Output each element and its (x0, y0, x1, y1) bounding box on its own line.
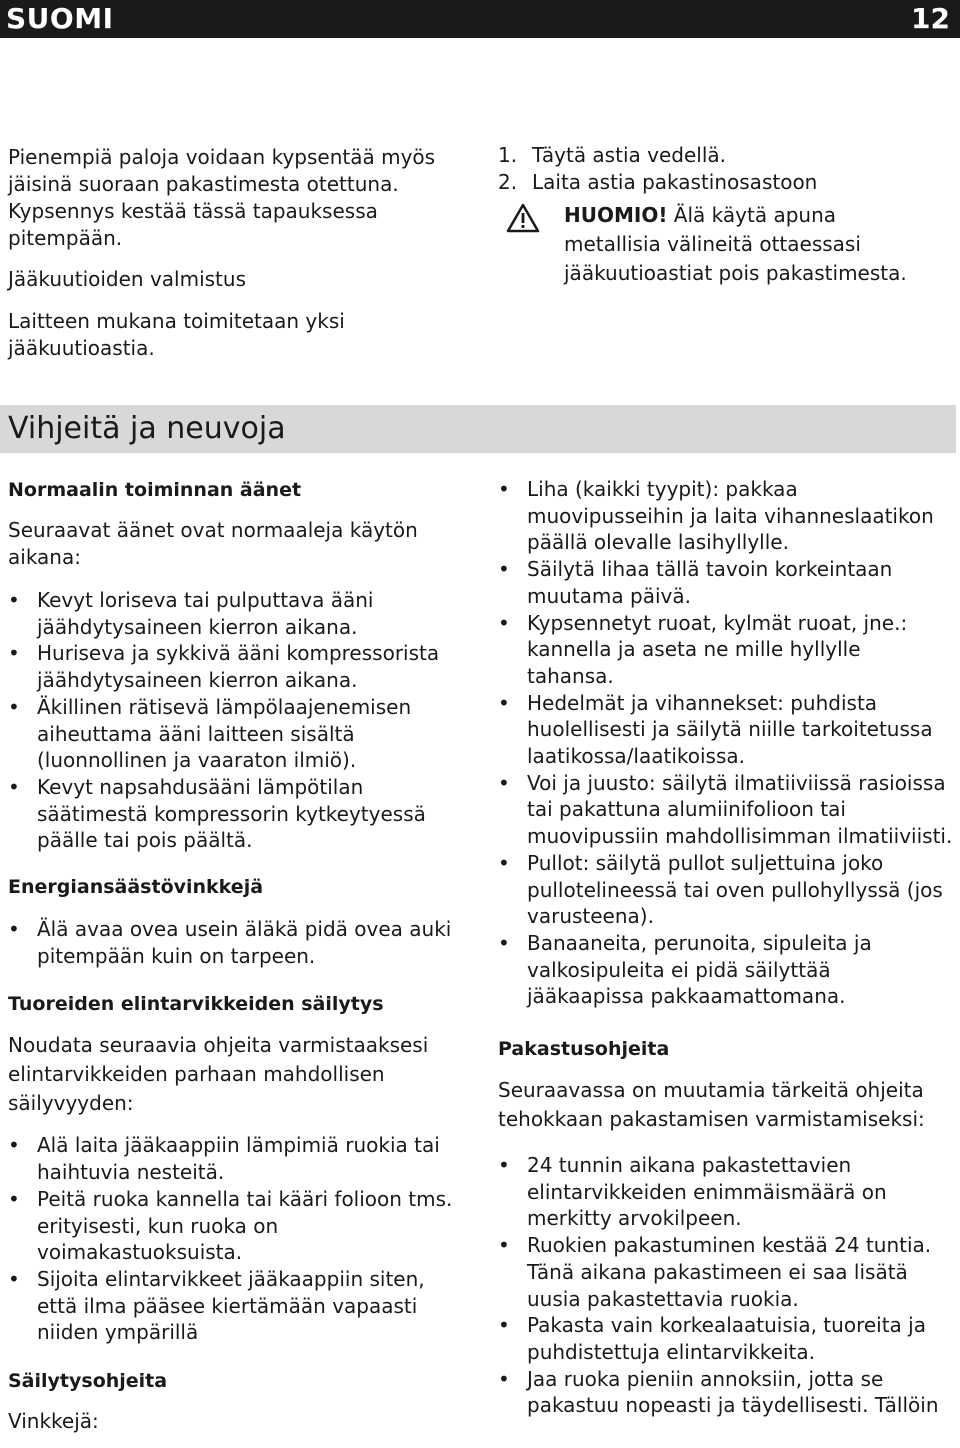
freezing-intro: Seuraavassa on muutamia tärkeitä ohjeita tehokkaan pakastamisen varmistamiseksi: (498, 1078, 925, 1132)
bullet-icon: • (8, 1266, 20, 1291)
normal-sounds-list (8, 587, 468, 854)
bullet-icon: • (8, 774, 20, 799)
list-item (8, 1186, 468, 1266)
normal-sounds-heading: Normaalin toiminnan äänet (8, 479, 302, 501)
right-column (498, 476, 953, 1419)
list-item (498, 556, 953, 609)
step-item (498, 169, 938, 196)
list-item (498, 476, 953, 556)
list-item (8, 916, 468, 969)
ice-paragraph: Laitteen mukana toimitetaan yksi jääkuutioastia. (8, 309, 345, 360)
list-item-text: Pullot: säilytä pullot suljettuina joko pullotelineessä tai oven pullohyllyssä (jos varusteena). (527, 850, 943, 929)
list-item-text: Älä avaa ovea usein äläkä pidä ovea auki pitempään kuin on tarpeen. (37, 917, 452, 968)
bullet-icon: • (498, 557, 510, 582)
list-item-text: Äkillinen rätisevä lämpölaajenemisen aiheuttama ääni laitteen sisältä (luonnollinen ja vaaraton ilmiö). (37, 694, 412, 773)
list-item-text: Pakasta vain korkealaatuisia, tuoreita ja puhdistettuja elintarvikkeita. (527, 1313, 926, 1364)
list-item-text: Kevyt napsahdusääni lämpötilan säätimestä kompressorin kytkeytyessä päälle tai pois päältä. (37, 774, 426, 853)
list-item-text: 24 tunnin aikana pakastettavien elintarvikkeiden enimmäismäärä on merkitty arvokilpeen. (527, 1153, 887, 1231)
bullet-icon: • (498, 1233, 510, 1258)
bullet-icon: • (498, 477, 510, 501)
list-item-text: Jaa ruoka pieniin annoksiin, jotta se pakastuu nopeasti ja täydellisesti. Tällöin (527, 1366, 939, 1418)
list-item (498, 690, 953, 770)
intro-paragraph: Pienempiä paloja voidaan kypsentää myös jäisinä suoraan pakastimesta otettuna. Kypsennys kestää tässä tapauksessa pitempään. (8, 145, 436, 250)
energy-heading: Energiansäästövinkkejä (8, 876, 264, 899)
fresh-food-heading: Tuoreiden elintarvikkeiden säilytys (8, 993, 384, 1016)
energy-list (8, 916, 468, 969)
list-item (498, 930, 953, 1010)
list-item-text: Hedelmät ja vihannekset: puhdista huolellisesti ja säilytä niille tarkoitetussa laatikossa/laatikoissa. (527, 690, 933, 769)
bullet-icon: • (498, 1366, 510, 1391)
intro-block (8, 144, 468, 362)
bullet-icon: • (8, 588, 20, 612)
step-text: Laita astia pakastinosastoon (532, 170, 818, 194)
section-header (0, 405, 956, 453)
list-item-text: Kevyt loriseva tai pulputtava ääni jäähdytysaineen kierron aikana. (37, 588, 374, 639)
list-item (8, 1266, 468, 1346)
ice-steps (498, 142, 938, 288)
language-label: SUOMI (6, 2, 114, 35)
storage-intro: Vinkkejä: (8, 1409, 99, 1434)
bullet-icon: • (498, 610, 510, 635)
list-item-text: Ruokien pakastuminen kestää 24 tuntia. Tänä aikana pakastimeen ei saa lisätä uusia pakastettavia ruokia. (527, 1233, 932, 1311)
bullet-icon: • (8, 917, 20, 942)
storage-list (498, 476, 953, 1010)
step-number: 2. (498, 170, 518, 194)
list-item (498, 1232, 953, 1312)
list-item-text: Huriseva ja sykkivä ääni kompressorista jäähdytysaineen kierron aikana. (37, 641, 440, 693)
section-title: Vihjeitä ja neuvoja (8, 411, 286, 446)
list-item (498, 1152, 953, 1232)
left-column (8, 477, 468, 1435)
list-item-text: Banaaneita, perunoita, sipuleita ja valkosipuleita ei pidä säilyttää jääkaapissa pakkaamattomana. (527, 930, 872, 1009)
bullet-icon: • (498, 1313, 510, 1338)
list-item (498, 610, 953, 690)
normal-sounds-intro: Seuraavat äänet ovat normaaleja käytön aikana: (8, 518, 418, 569)
bullet-icon: • (498, 1153, 510, 1178)
bullet-icon: • (8, 641, 20, 666)
warning-triangle-icon (506, 203, 540, 233)
list-item (498, 850, 953, 930)
bullet-icon: • (498, 690, 510, 715)
step-text: Täytä astia vedellä. (532, 143, 726, 167)
ice-heading: Jääkuutioiden valmistus (8, 267, 246, 291)
list-item (8, 587, 468, 640)
step-item (498, 142, 938, 169)
storage-heading: Säilytysohjeita (8, 1370, 168, 1393)
list-item-text: Voi ja juusto: säilytä ilmatiiviissä rasioissa tai pakattuna alumiinifolioon tai muovipussiin mahdollisimman ilmatiiviisti. (527, 770, 953, 849)
list-item (8, 1132, 468, 1185)
bullet-icon: • (498, 770, 510, 795)
list-item (498, 1366, 953, 1419)
fresh-food-list (8, 1132, 468, 1346)
page-number: 12 (911, 2, 950, 35)
bullet-icon: • (8, 1186, 20, 1211)
freezing-list (498, 1152, 953, 1419)
list-item (8, 694, 468, 774)
fresh-food-intro: Noudata seuraavia ohjeita varmistaaksesi elintarvikkeiden parhaan mahdollisen säilyvyyden: (8, 1033, 429, 1116)
list-item-text: Sijoita elintarvikkeet jääkaappiin siten, että ilma pääsee kiertämään vapaasti niiden ympärillä (37, 1266, 425, 1345)
warning-label: HUOMIO! (564, 203, 668, 227)
list-item (498, 770, 953, 850)
bullet-icon: • (8, 694, 20, 719)
freezing-heading: Pakastusohjeita (498, 1038, 670, 1061)
list-item-text: Peitä ruoka kannella tai kääri folioon tms. erityisesti, kun ruoka on voimakastuoksuista. (37, 1186, 453, 1265)
list-item (8, 774, 468, 854)
list-item-text: Säilytä lihaa tällä tavoin korkeintaan muutama päivä. (527, 557, 893, 608)
list-item-text: Liha (kaikki tyypit): pakkaa muovipusseihin ja laita vihanneslaatikon päällä olevalle lasihyllylle. (527, 477, 934, 555)
bullet-icon: • (8, 1133, 20, 1158)
list-item-text: Kypsennetyt ruoat, kylmät ruoat, jne.: kannella ja aseta ne mille hyllylle tahansa. (527, 610, 908, 688)
bullet-icon: • (498, 850, 510, 875)
list-item (8, 640, 468, 693)
warning-note (498, 201, 938, 288)
warning-text: Älä käytä apuna metallisia välineitä ottaessasi jääkuutioastiat pois pakastimesta. (564, 203, 907, 285)
list-item-text: Alä laita jääkaappiin lämpimiä ruokia tai haihtuvia nesteitä. (37, 1133, 440, 1185)
step-number: 1. (498, 143, 518, 167)
list-item (498, 1312, 953, 1365)
page-header (0, 0, 960, 38)
bullet-icon: • (498, 930, 510, 955)
